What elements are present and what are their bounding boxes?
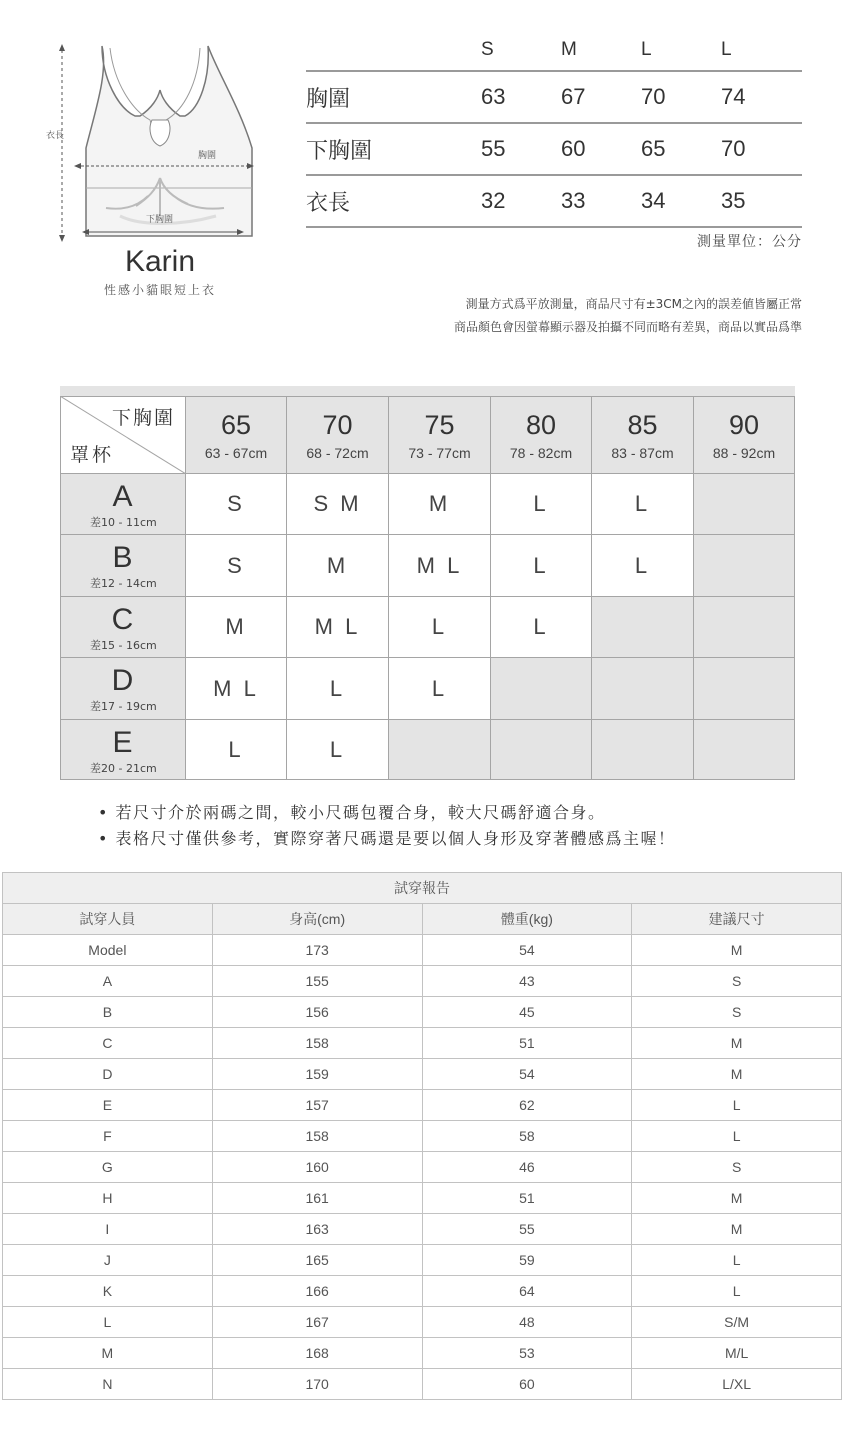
cup-difference: 差15 - 16cm xyxy=(90,639,157,652)
cup-letter: A xyxy=(112,480,133,513)
band-range: 88 - 92cm xyxy=(712,445,776,461)
recommended-size: L xyxy=(431,675,448,701)
report-body xyxy=(3,935,842,1400)
size-cell xyxy=(389,658,491,720)
report-row xyxy=(3,1152,842,1183)
weight-value: 54 xyxy=(422,935,632,966)
cup-chart-top-bar xyxy=(60,386,795,396)
height-value: 165 xyxy=(212,1245,422,1276)
size-cell-empty xyxy=(694,720,795,780)
cup-header-cell xyxy=(60,597,186,658)
cup-difference: 差20 - 21cm xyxy=(90,762,157,775)
garment-diagram xyxy=(40,38,260,248)
height-value: 156 xyxy=(212,997,422,1028)
size-table xyxy=(306,30,802,228)
weight-value: 62 xyxy=(422,1090,632,1121)
size-header-end xyxy=(801,30,802,71)
measure-value: 34 xyxy=(641,175,721,227)
report-header: 建議尺寸 xyxy=(632,904,842,935)
tester-name: K xyxy=(3,1276,213,1307)
report-row xyxy=(3,1214,842,1245)
size-cell-empty xyxy=(694,658,795,720)
band-range: 73 - 77cm xyxy=(408,445,471,461)
size-cell-empty xyxy=(694,597,795,658)
size-cell xyxy=(592,474,694,535)
recommended-size: M xyxy=(326,552,349,578)
size-cell-empty xyxy=(491,720,592,780)
height-value: 158 xyxy=(212,1121,422,1152)
measure-value: 35 xyxy=(721,175,801,227)
measure-value: 55 xyxy=(481,123,561,175)
report-row xyxy=(3,1121,842,1152)
report-row xyxy=(3,1369,842,1400)
measure-value: 70 xyxy=(721,123,801,175)
tester-name: D xyxy=(3,1059,213,1090)
length-label: 衣長 xyxy=(46,131,65,141)
cup-header-cell xyxy=(60,535,186,597)
fit-report-table xyxy=(2,872,842,1400)
band-header-cell xyxy=(389,396,491,474)
measure-value: 70 xyxy=(641,71,721,123)
recommended-size: L xyxy=(431,614,448,639)
height-value: 170 xyxy=(212,1369,422,1400)
size-cell xyxy=(186,474,287,535)
size-header-row xyxy=(306,30,802,71)
size-header: L xyxy=(641,30,721,71)
recommended-size: L xyxy=(228,736,244,762)
weight-value: 54 xyxy=(422,1059,632,1090)
recommended-size: L xyxy=(329,736,346,762)
cup-difference: 差12 - 14cm xyxy=(90,577,157,590)
measure-value: 63 xyxy=(481,71,561,123)
suggested-size: M xyxy=(632,1028,842,1059)
size-row xyxy=(306,123,802,175)
weight-value: 46 xyxy=(422,1152,632,1183)
corner-label-cup: 罩杯 xyxy=(70,444,115,466)
band-range: 63 - 67cm xyxy=(204,445,268,461)
height-value: 160 xyxy=(212,1152,422,1183)
tester-name: C xyxy=(3,1028,213,1059)
recommended-size: S xyxy=(227,491,245,516)
size-header: M xyxy=(561,30,641,71)
report-header: 體重(kg) xyxy=(422,904,632,935)
report-row xyxy=(3,1338,842,1369)
size-cell-empty xyxy=(592,658,694,720)
recommended-size: L xyxy=(533,491,549,516)
suggested-size: M/L xyxy=(632,1338,842,1369)
under-bust-label: 下胸圍 xyxy=(146,215,174,225)
size-cell-empty xyxy=(592,597,694,658)
height-value: 159 xyxy=(212,1059,422,1090)
weight-value: 48 xyxy=(422,1307,632,1338)
tester-name: M xyxy=(3,1338,213,1369)
height-value: 161 xyxy=(212,1183,422,1214)
recommended-size: L xyxy=(533,614,549,639)
height-value: 173 xyxy=(212,935,422,966)
size-header-spacer xyxy=(306,30,481,71)
measurement-note: 測量方式爲平放測量，商品尺寸有±3CM之內的誤差値皆屬正常 xyxy=(465,297,802,311)
measure-value: 74 xyxy=(721,71,801,123)
band-number: 70 xyxy=(322,410,353,440)
report-title-row xyxy=(3,873,842,904)
recommended-size: L xyxy=(634,552,651,578)
report-title: 試穿報告 xyxy=(3,873,842,904)
height-value: 167 xyxy=(212,1307,422,1338)
measure-label: 衣長 xyxy=(306,175,481,227)
size-cell-empty xyxy=(694,535,795,597)
tip-item: • 表格尺寸僅供參考，實際穿著尺碼還是要以個人身形及穿著體感爲主喔！ xyxy=(98,829,676,848)
band-header-cell xyxy=(186,396,287,474)
suggested-size: S/M xyxy=(632,1307,842,1338)
recommended-size: L xyxy=(533,552,549,578)
report-row xyxy=(3,1245,842,1276)
size-cell-empty xyxy=(694,474,795,535)
report-row xyxy=(3,935,842,966)
height-value: 157 xyxy=(212,1090,422,1121)
size-row xyxy=(306,175,802,227)
color-note: 商品顏色會因螢幕顯示器及拍攝不同而略有差異，商品以實品爲準 xyxy=(453,320,802,334)
size-cell xyxy=(287,720,389,780)
tip-item: • 若尺寸介於兩碼之間，較小尺碼包覆合身，較大尺碼舒適合身。 xyxy=(98,803,606,822)
cup-header-cell xyxy=(60,720,186,780)
product-name: Karin xyxy=(124,245,196,278)
size-cell xyxy=(287,658,389,720)
size-cell-empty xyxy=(592,720,694,780)
suggested-size: L/XL xyxy=(632,1369,842,1400)
unit-note: 測量單位：公分 xyxy=(697,234,802,250)
report-row xyxy=(3,1307,842,1338)
height-value: 155 xyxy=(212,966,422,997)
report-row xyxy=(3,1059,842,1090)
recommended-size: M L xyxy=(213,675,259,701)
weight-value: 64 xyxy=(422,1276,632,1307)
tester-name: N xyxy=(3,1369,213,1400)
suggested-size: M xyxy=(632,1214,842,1245)
suggested-size: S xyxy=(632,966,842,997)
size-cell xyxy=(389,535,491,597)
tester-name: Model xyxy=(3,935,213,966)
recommended-size: S xyxy=(227,552,245,578)
measure-value: 32 xyxy=(481,175,561,227)
size-cell-empty xyxy=(491,658,592,720)
cup-letter: E xyxy=(112,726,133,759)
recommended-size: S M xyxy=(313,491,362,516)
tip-text: 若尺寸介於兩碼之間，較小尺碼包覆合身，較大尺碼舒適合身。 xyxy=(115,803,606,822)
suggested-size: L xyxy=(632,1090,842,1121)
cup-size-chart xyxy=(60,396,795,780)
report-row xyxy=(3,997,842,1028)
cup-chart-corner xyxy=(60,396,186,474)
measure-value: 65 xyxy=(641,123,721,175)
suggested-size: L xyxy=(632,1121,842,1152)
band-number: 90 xyxy=(728,410,760,440)
band-number: 65 xyxy=(220,410,252,440)
tester-name: E xyxy=(3,1090,213,1121)
report-header: 身高(cm) xyxy=(212,904,422,935)
size-cell xyxy=(186,658,287,720)
measure-label: 胸圍 xyxy=(306,71,481,123)
band-range: 68 - 72cm xyxy=(306,445,369,461)
band-range: 78 - 82cm xyxy=(509,445,573,461)
suggested-size: S xyxy=(632,1152,842,1183)
cup-letter: C xyxy=(111,603,134,636)
chest-label: 胸圍 xyxy=(198,151,217,161)
cup-letter: D xyxy=(111,664,134,697)
measure-value: 33 xyxy=(561,175,641,227)
height-value: 168 xyxy=(212,1338,422,1369)
suggested-size: M xyxy=(632,935,842,966)
suggested-size: S xyxy=(632,997,842,1028)
size-cell xyxy=(491,474,592,535)
recommended-size: M xyxy=(428,491,451,516)
suggested-size: L xyxy=(632,1276,842,1307)
measure-label: 下胸圍 xyxy=(306,123,481,175)
weight-value: 60 xyxy=(422,1369,632,1400)
weight-value: 59 xyxy=(422,1245,632,1276)
cup-header-cell xyxy=(60,658,186,720)
report-header: 試穿人員 xyxy=(3,904,213,935)
measure-value: 60 xyxy=(561,123,641,175)
tester-name: J xyxy=(3,1245,213,1276)
size-cell xyxy=(491,597,592,658)
corner-label-band: 下胸圍 xyxy=(111,407,175,429)
weight-value: 55 xyxy=(422,1214,632,1245)
report-row xyxy=(3,966,842,997)
size-cell xyxy=(287,597,389,658)
report-row xyxy=(3,1276,842,1307)
band-number: 80 xyxy=(525,410,557,440)
recommended-size: M L xyxy=(314,614,361,639)
measure-value: 67 xyxy=(561,71,641,123)
size-cell xyxy=(186,720,287,780)
report-row xyxy=(3,1183,842,1214)
cup-difference: 差10 - 11cm xyxy=(90,516,157,529)
band-header-cell xyxy=(694,396,795,474)
suggested-size: L xyxy=(632,1245,842,1276)
size-cell xyxy=(287,474,389,535)
height-value: 163 xyxy=(212,1214,422,1245)
tester-name: H xyxy=(3,1183,213,1214)
size-tips xyxy=(98,800,676,852)
report-row xyxy=(3,1028,842,1059)
height-value: 158 xyxy=(212,1028,422,1059)
weight-value: 58 xyxy=(422,1121,632,1152)
size-cell xyxy=(389,474,491,535)
size-cell xyxy=(592,535,694,597)
tester-name: G xyxy=(3,1152,213,1183)
band-header-cell xyxy=(491,396,592,474)
weight-value: 53 xyxy=(422,1338,632,1369)
band-range: 83 - 87cm xyxy=(611,445,674,461)
cup-difference: 差17 - 19cm xyxy=(90,700,157,713)
tip-text: 表格尺寸僅供參考，實際穿著尺碼還是要以個人身形及穿著體感爲主喔！ xyxy=(115,829,676,848)
weight-value: 45 xyxy=(422,997,632,1028)
size-cell xyxy=(389,597,491,658)
size-cell xyxy=(186,535,287,597)
cup-letter: B xyxy=(112,541,133,574)
product-description: 性感小貓眼短上衣 xyxy=(103,283,216,297)
recommended-size: L xyxy=(634,491,651,516)
recommended-size: M L xyxy=(416,552,463,578)
tester-name: L xyxy=(3,1307,213,1338)
suggested-size: M xyxy=(632,1059,842,1090)
band-number: 85 xyxy=(627,410,658,440)
band-header-cell xyxy=(287,396,389,474)
tester-name: A xyxy=(3,966,213,997)
size-cell-empty xyxy=(389,720,491,780)
size-header: L xyxy=(721,30,801,71)
band-number: 75 xyxy=(424,410,455,440)
size-header: S xyxy=(481,30,561,71)
weight-value: 51 xyxy=(422,1028,632,1059)
size-cell xyxy=(186,597,287,658)
size-cell xyxy=(287,535,389,597)
band-header-cell xyxy=(592,396,694,474)
report-row xyxy=(3,1090,842,1121)
weight-value: 51 xyxy=(422,1183,632,1214)
tester-name: I xyxy=(3,1214,213,1245)
tester-name: F xyxy=(3,1121,213,1152)
size-row xyxy=(306,71,802,123)
height-value: 166 xyxy=(212,1276,422,1307)
recommended-size: M xyxy=(225,614,247,639)
tester-name: B xyxy=(3,997,213,1028)
suggested-size: M xyxy=(632,1183,842,1214)
weight-value: 43 xyxy=(422,966,632,997)
size-cell xyxy=(491,535,592,597)
cup-header-cell xyxy=(60,474,186,535)
report-header-row xyxy=(3,904,842,935)
recommended-size: L xyxy=(329,675,346,701)
